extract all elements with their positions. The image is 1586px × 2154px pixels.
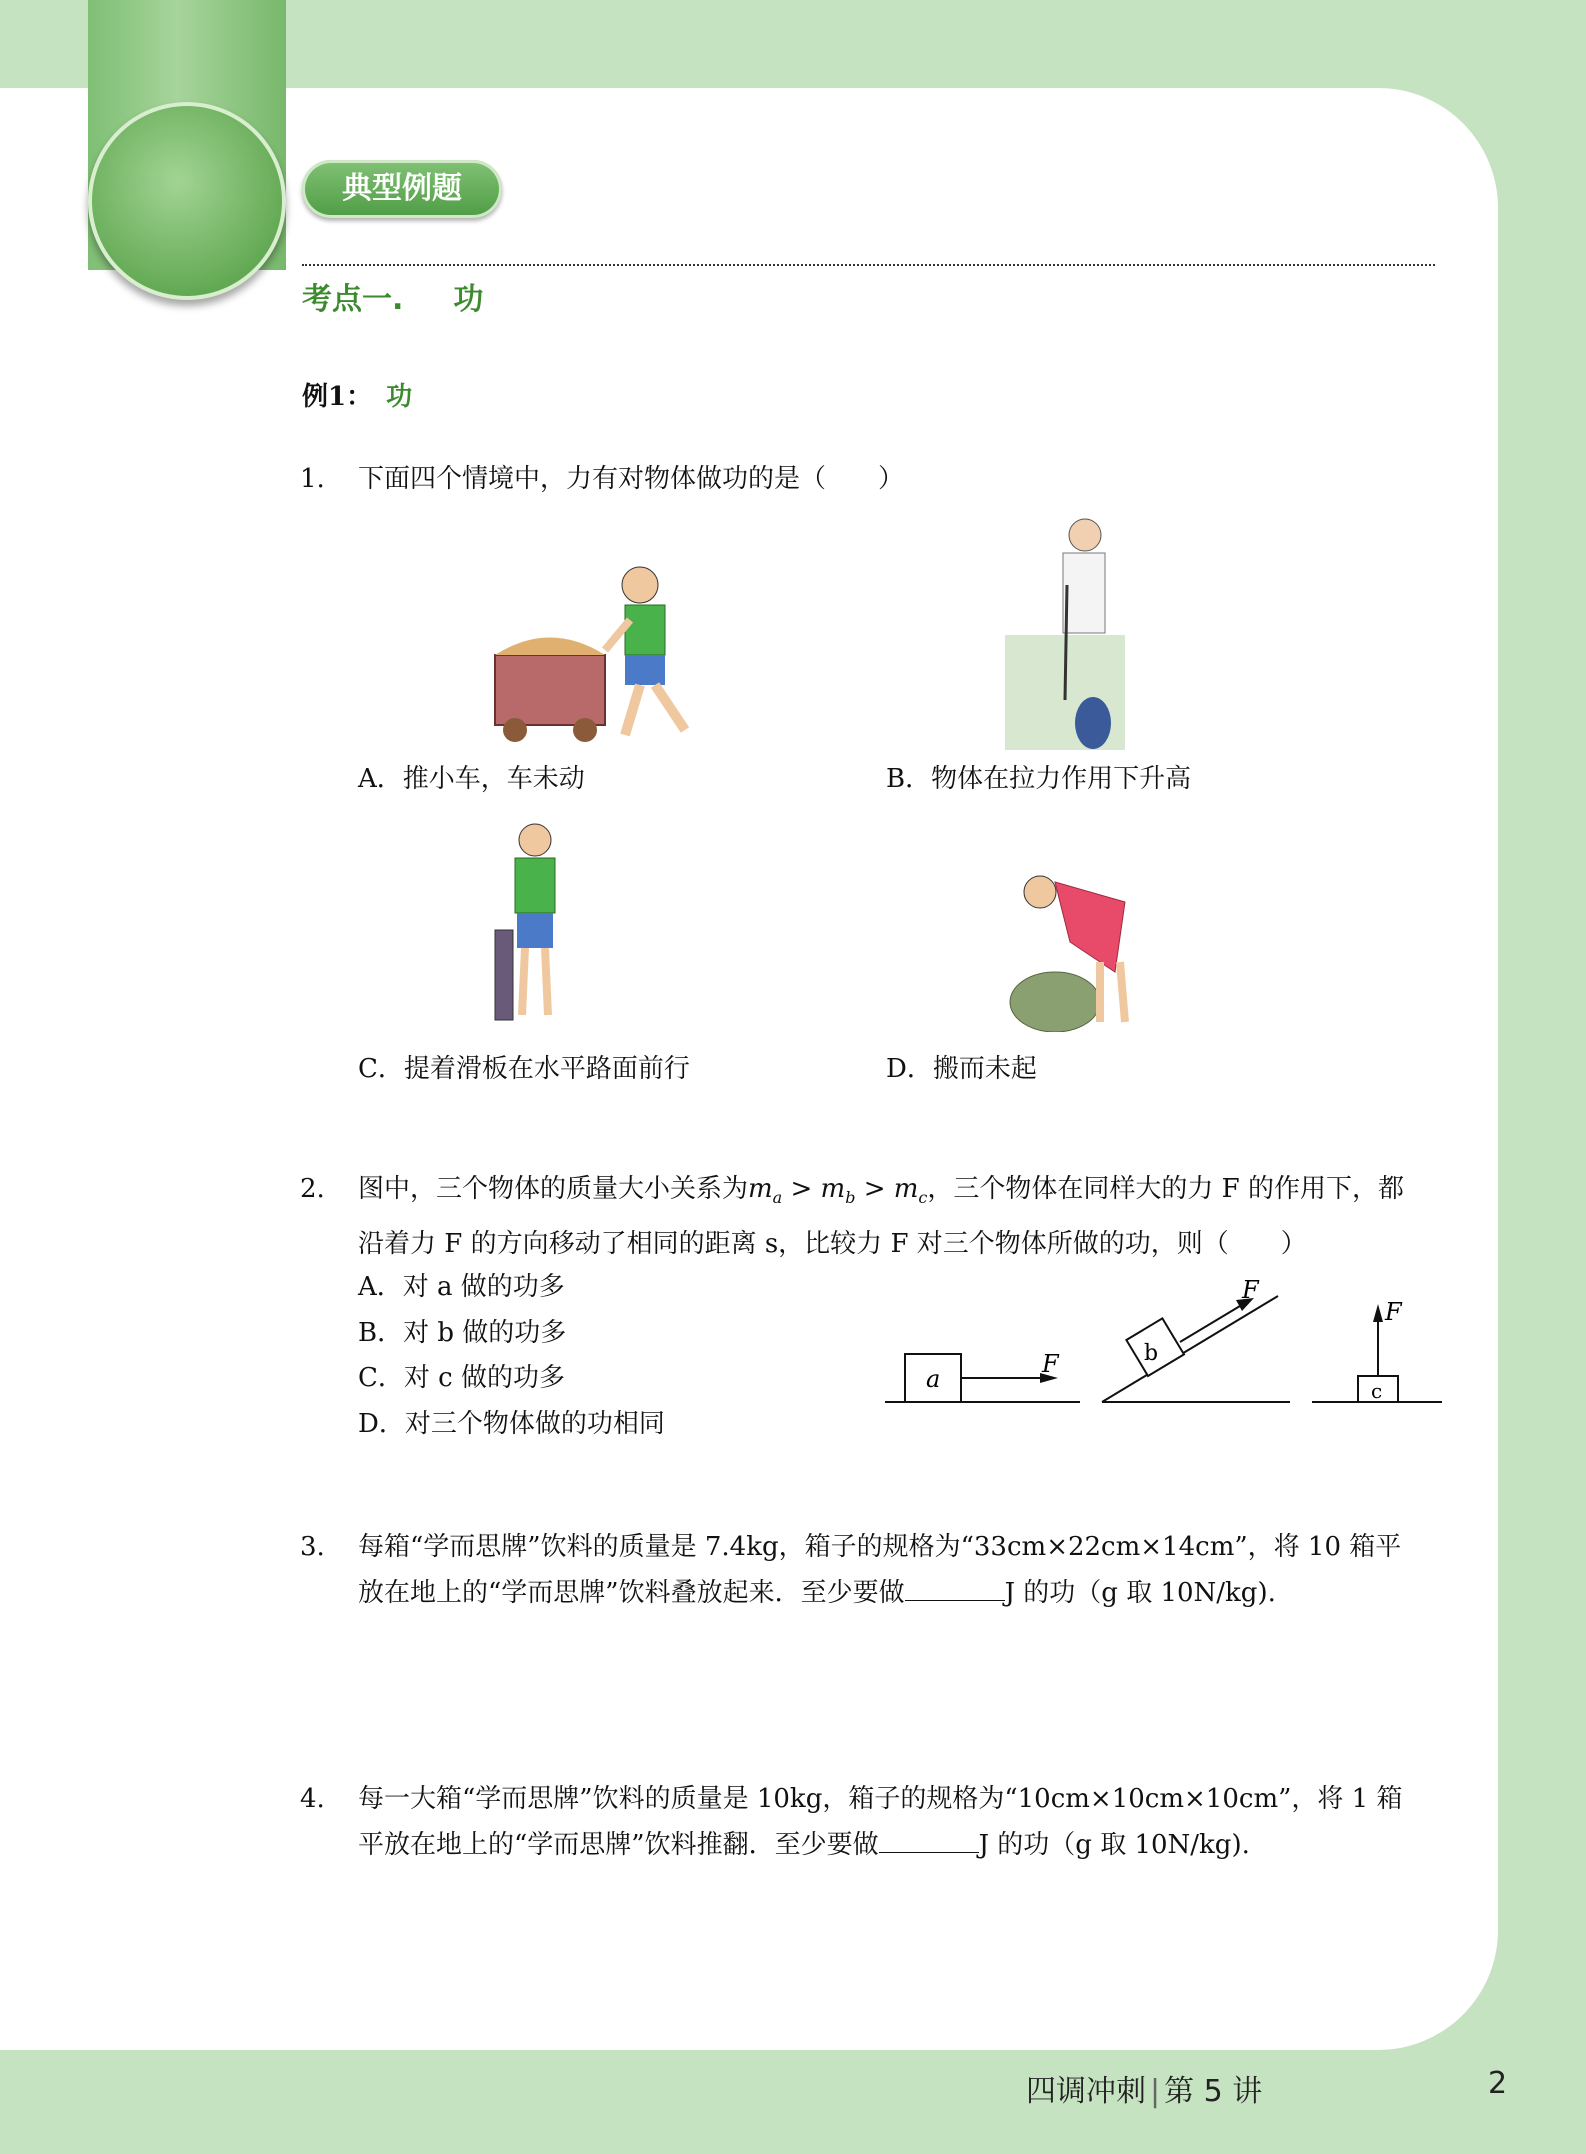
stem-line2-post: J 的功（g 取 10N/kg). — [1004, 1578, 1276, 1608]
stem-line2-pre: 放在地上的“学而思牌”饮料叠放起来．至少要做 — [358, 1578, 905, 1608]
topic-name: 功 — [453, 282, 484, 317]
q2-option-c: C．对 c 做的功多 — [358, 1363, 565, 1393]
footer-title — [1026, 2066, 1262, 2110]
answer-blank[interactable] — [905, 1570, 1005, 1601]
label-force-b: F — [1242, 1280, 1259, 1304]
mass-relation: $m_a > m_b > m_c$ — [748, 1174, 928, 1208]
question-stem: 下面四个情境中，力有对物体做功的是（ ） — [358, 464, 905, 494]
q2-option-d: D．对三个物体做的功相同 — [358, 1409, 665, 1439]
stem-prefix: 图中，三个物体的质量大小关系为 — [358, 1174, 749, 1204]
label-force-c: F — [1385, 1298, 1402, 1326]
label-c: c — [1371, 1379, 1383, 1403]
footer-lecture: 第 5 讲 — [1164, 2074, 1263, 2109]
example-heading — [302, 376, 412, 413]
question-stem — [358, 1166, 1440, 1267]
stem-line2: 沿着力 F 的方向移动了相同的距离 s，比较力 F 对三个物体所做的功，则（ ） — [358, 1229, 1307, 1260]
carry-skateboard-image — [490, 820, 580, 1030]
question-number: 1. — [300, 464, 325, 494]
label-force-a: F — [1042, 1350, 1059, 1378]
q1-option-b: B．物体在拉力作用下升高 — [886, 764, 1192, 794]
label-a: a — [926, 1365, 941, 1393]
page-number: 2 — [1488, 2066, 1508, 2101]
stem-line1: 每箱“学而思牌”饮料的质量是 7.4kg，箱子的规格为“33cm×22cm×14cm”，将 10 箱平 — [358, 1532, 1402, 1562]
question-stem — [358, 1776, 1440, 1868]
lift-object-image — [1005, 515, 1125, 750]
page-sheet — [0, 88, 1498, 2050]
example-name: 功 — [386, 382, 413, 412]
question-number: 4. — [300, 1784, 325, 1814]
label-b: b — [1144, 1341, 1159, 1366]
topic-label: 考点一. — [302, 282, 404, 317]
footer-series: 四调冲刺 — [1026, 2074, 1146, 2109]
section-pill: 典型例题 — [302, 160, 502, 218]
q1-option-d: D．搬而未起 — [886, 1054, 1037, 1084]
footer-separator: | — [1150, 2074, 1161, 2109]
force-diagram — [880, 1280, 1450, 1410]
stem-suffix: ，三个物体在同样大的力 F 的作用下，都 — [927, 1174, 1404, 1204]
lift-rock-image — [1000, 862, 1160, 1032]
stem-line2-pre: 平放在地上的“学而思牌”饮料推翻．至少要做 — [358, 1830, 879, 1860]
q1-option-a: A．推小车，车未动 — [358, 764, 585, 794]
q1-option-c: C．提着滑板在水平路面前行 — [358, 1054, 690, 1084]
stem-line2-post: J 的功（g 取 10N/kg). — [978, 1830, 1250, 1860]
answer-blank[interactable] — [879, 1822, 979, 1853]
q2-option-b: B．对 b 做的功多 — [358, 1318, 567, 1348]
chapter-badge — [88, 102, 286, 300]
dotted-divider — [302, 264, 1435, 266]
cart-push-image — [490, 560, 720, 750]
topic-heading — [302, 274, 483, 318]
question-stem — [358, 1524, 1440, 1616]
q2-option-a: A．对 a 做的功多 — [358, 1272, 565, 1302]
question-number: 3. — [300, 1532, 325, 1562]
stem-line1: 每一大箱“学而思牌”饮料的质量是 10kg，箱子的规格为“10cm×10cm×10cm”，将 1 箱 — [358, 1784, 1403, 1814]
example-label: 例1： — [302, 382, 373, 412]
question-number: 2. — [300, 1174, 325, 1204]
